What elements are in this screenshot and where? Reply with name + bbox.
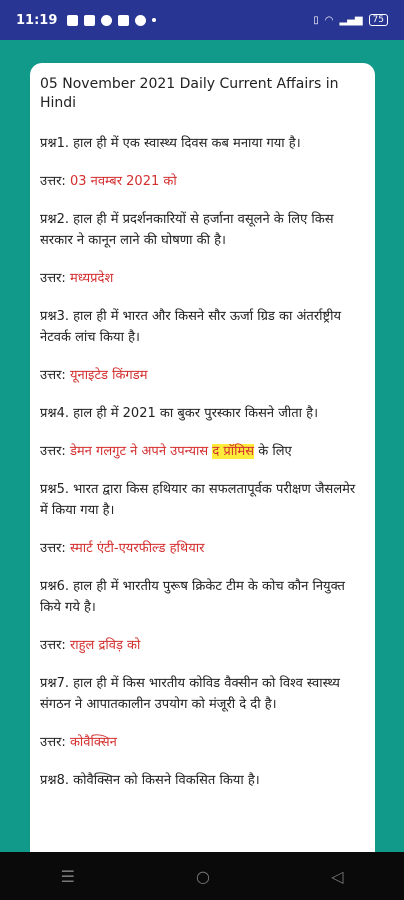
signal-icon: ▂▄▆ bbox=[339, 14, 363, 26]
answer-3 bbox=[40, 365, 365, 386]
question-3: प्रश्न3. हाल ही में भारत और किसने सौर ऊर्जा ग्रिड का अंतर्राष्ट्रीय नेटवर्क लांच किया है। bbox=[40, 309, 341, 345]
answer-label: उत्तर: bbox=[40, 541, 70, 556]
calendar-icon bbox=[84, 15, 95, 26]
question-1: प्रश्न1. हाल ही में एक स्वास्थ्य दिवस कब मनाया गया है। bbox=[40, 136, 301, 151]
more-notifications-icon bbox=[152, 18, 156, 22]
notification-icons bbox=[67, 15, 156, 26]
answer-text: यूनाइटेड किंगडम bbox=[69, 368, 148, 383]
answer-label: उत्तर: bbox=[40, 271, 70, 286]
vibrate-icon: ▯ bbox=[313, 14, 319, 26]
battery-icon: 75 bbox=[369, 14, 388, 26]
answer-label: उत्तर: bbox=[40, 174, 70, 189]
question-7: प्रश्न7. हाल ही में किस भारतीय कोविड वैक्सीन को विश्व स्वास्थ्य संगठन ने आपातकालीन उपयोग को मंजूरी दे दी है। bbox=[40, 676, 340, 712]
answer-text: मध्यप्रदेश bbox=[69, 271, 114, 286]
system-icons bbox=[313, 14, 388, 26]
question-4: प्रश्न4. हाल ही में 2021 का बुकर पुरस्कार किसने जीता है। bbox=[40, 406, 319, 421]
answer-2 bbox=[40, 268, 365, 289]
answer-label: उत्तर: bbox=[40, 444, 70, 459]
answer-label: उत्तर: bbox=[40, 735, 70, 750]
youtube-icon bbox=[118, 15, 129, 26]
status-time: 11:19 bbox=[16, 12, 58, 28]
status-bar bbox=[0, 0, 404, 40]
highlighted-text: द प्रॉमिस bbox=[212, 444, 255, 459]
answer-label: उत्तर: bbox=[40, 368, 70, 383]
app-icon bbox=[135, 15, 146, 26]
answer-5 bbox=[40, 538, 365, 559]
question-6: प्रश्न6. हाल ही में भारतीय पुरूष क्रिकेट टीम के कोच कौन नियुक्त किये गये है। bbox=[40, 579, 345, 615]
answer-text-suffix: के लिए bbox=[254, 444, 292, 459]
answer-text: डेमन गलगुट ने अपने उपन्यास bbox=[69, 444, 213, 459]
recents-button[interactable]: ☰ bbox=[60, 866, 75, 886]
back-button[interactable]: ◁ bbox=[331, 866, 344, 886]
article-title: 05 November 2021 Daily Current Affairs in Hindi bbox=[40, 76, 339, 111]
answer-1 bbox=[40, 171, 365, 192]
home-button[interactable]: ○ bbox=[196, 866, 210, 886]
answer-label: उत्तर: bbox=[40, 638, 70, 653]
message-icon bbox=[67, 15, 78, 26]
chat-icon bbox=[101, 15, 112, 26]
wifi-icon: ◠ bbox=[324, 14, 334, 26]
answer-text: स्मार्ट एंटी-एयरफील्ड हथियार bbox=[69, 541, 205, 556]
answer-6 bbox=[40, 635, 365, 656]
answer-text: 03 नवम्बर 2021 को bbox=[69, 174, 177, 189]
navigation-bar bbox=[0, 852, 404, 900]
answer-text: कोवैक्सिन bbox=[69, 735, 117, 750]
article-card bbox=[30, 63, 375, 863]
answer-7 bbox=[40, 732, 365, 753]
question-8: प्रश्न8. कोवैक्सिन को किसने विकसित किया है। bbox=[40, 773, 260, 788]
answer-4 bbox=[40, 441, 365, 462]
question-5: प्रश्न5. भारत द्वारा किस हथियार का सफलतापूर्वक परीक्षण जैसलमेर में किया गया है। bbox=[40, 482, 356, 518]
question-2: प्रश्न2. हाल ही में प्रदर्शनकारियों से हर्जाना वसूलने के लिए किस सरकार ने कानून लाने की घोषणा की है। bbox=[40, 212, 334, 248]
answer-text: राहुल द्रविड़ को bbox=[69, 638, 141, 653]
